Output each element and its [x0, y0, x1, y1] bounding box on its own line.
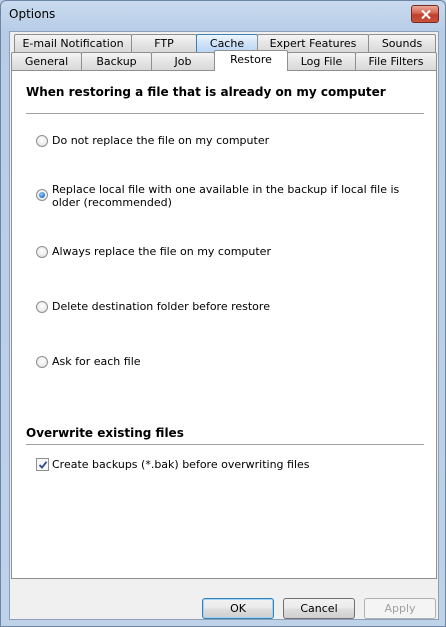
- create-backups-label[interactable]: Create backups (*.bak) before overwriting files: [52, 458, 310, 471]
- radio-label-do-not-replace[interactable]: Do not replace the file on my computer: [52, 134, 270, 147]
- client-area: [9, 31, 439, 620]
- radio-delete-destination[interactable]: [36, 301, 48, 313]
- tab-backup[interactable]: Backup: [81, 52, 152, 70]
- tab-ftp[interactable]: FTP: [131, 34, 197, 52]
- close-button[interactable]: [411, 5, 439, 23]
- tab-sounds[interactable]: Sounds: [368, 34, 436, 52]
- checkmark-icon: [38, 460, 48, 470]
- tab-file-filters[interactable]: File Filters: [355, 52, 437, 70]
- radio-label-replace-if-older[interactable]: Replace local file with one available in the backup if local file is older (recommended): [52, 183, 400, 209]
- tab-restore[interactable]: Restore: [214, 50, 288, 71]
- ok-button[interactable]: OK: [202, 598, 274, 619]
- create-backups-checkbox[interactable]: [36, 458, 49, 471]
- tab-log-file[interactable]: Log File: [287, 52, 356, 70]
- tab-cache[interactable]: Cache: [196, 34, 258, 52]
- tab-job[interactable]: Job: [151, 52, 215, 70]
- title-bar[interactable]: [1, 1, 445, 29]
- restore-separator: [26, 113, 424, 114]
- tab-expert-features[interactable]: Expert Features: [257, 34, 369, 52]
- window-title: Options: [9, 7, 56, 21]
- apply-button[interactable]: Apply: [364, 598, 436, 619]
- close-icon: [421, 10, 431, 19]
- radio-always-replace[interactable]: [36, 246, 48, 258]
- radio-label-delete-destination[interactable]: Delete destination folder before restore: [52, 300, 270, 313]
- radio-label-always-replace[interactable]: Always replace the file on my computer: [52, 245, 271, 258]
- radio-do-not-replace[interactable]: [36, 135, 48, 147]
- cancel-button[interactable]: Cancel: [283, 598, 355, 619]
- overwrite-section-heading: Overwrite existing files: [26, 426, 184, 440]
- overwrite-separator: [26, 444, 424, 445]
- radio-label-ask-each-file[interactable]: Ask for each file: [52, 355, 141, 368]
- tab-email-notification[interactable]: E-mail Notification: [14, 34, 132, 52]
- restore-tab-panel: [11, 70, 437, 579]
- radio-replace-if-older[interactable]: [36, 189, 48, 201]
- radio-ask-each-file[interactable]: [36, 356, 48, 368]
- tab-general[interactable]: General: [11, 52, 82, 70]
- restore-section-heading: When restoring a file that is already on my computer: [26, 85, 386, 99]
